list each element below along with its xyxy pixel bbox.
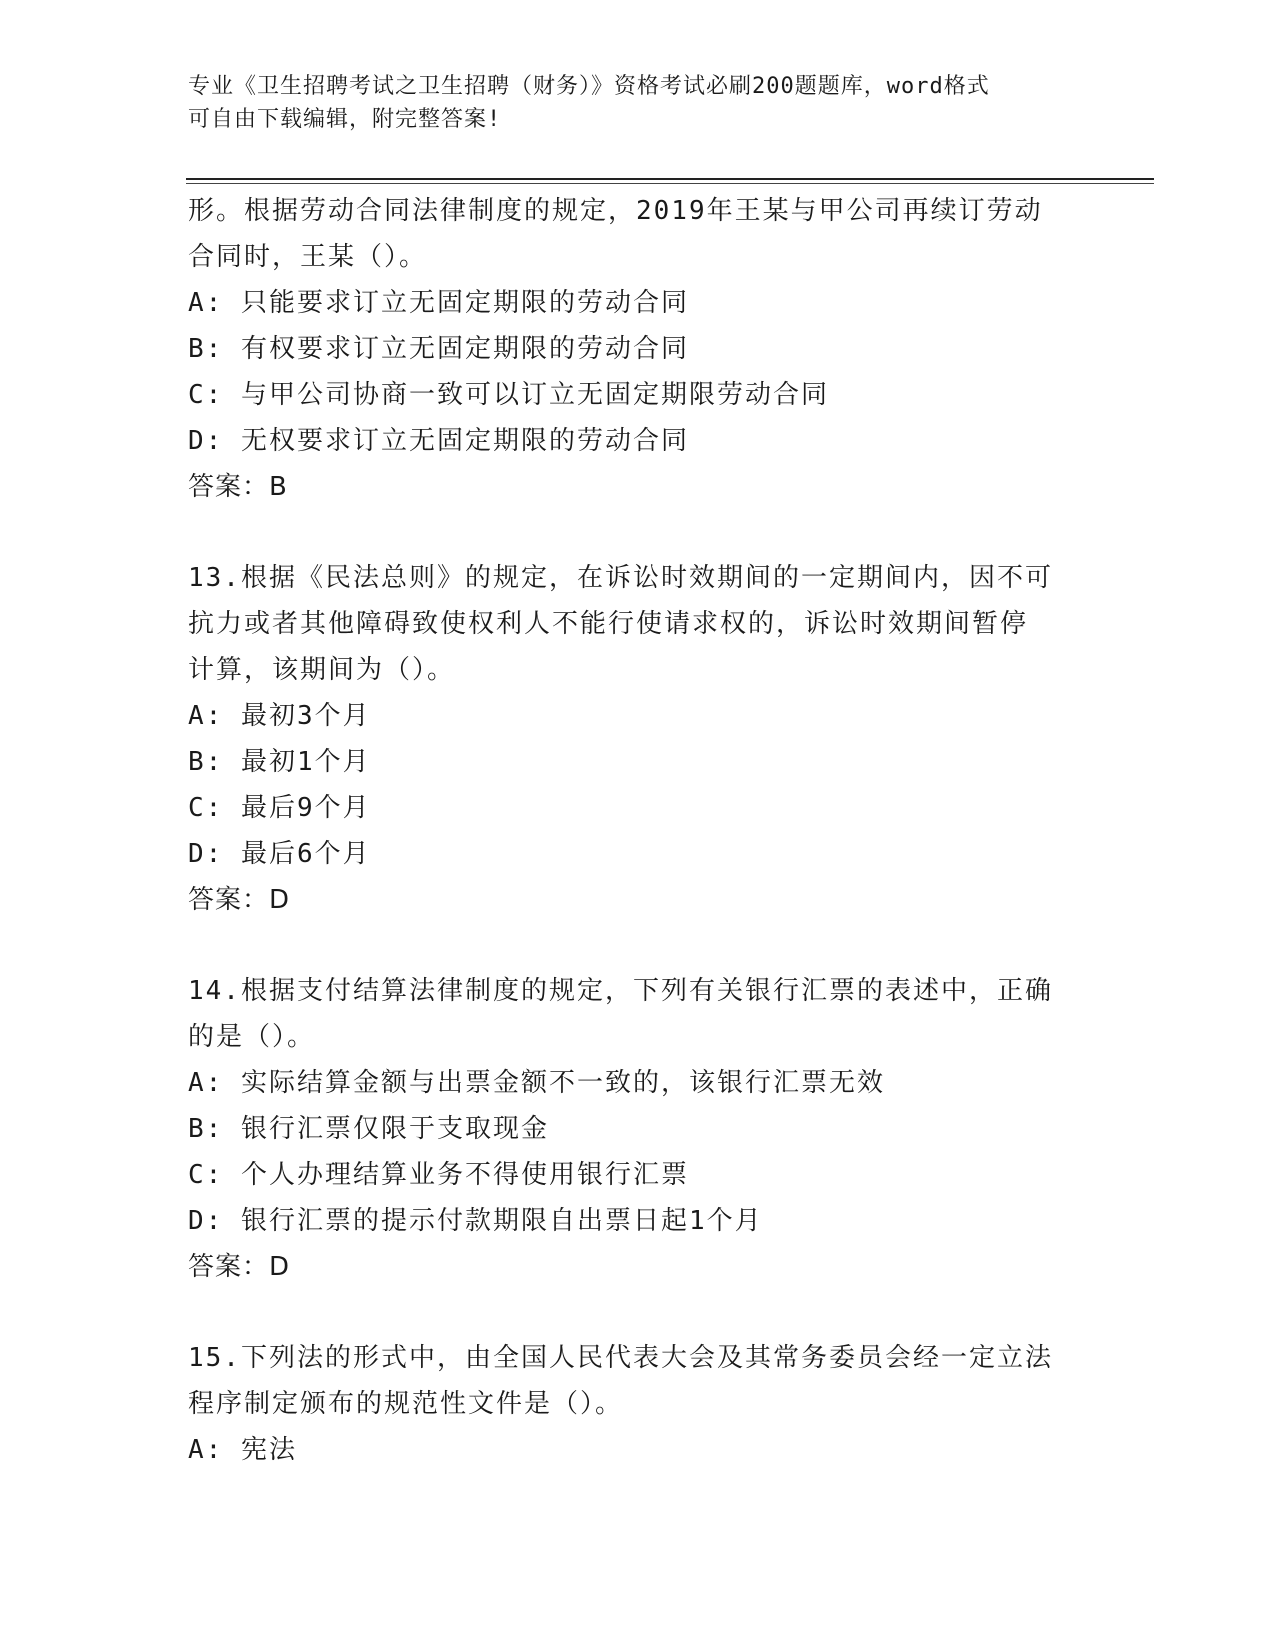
answer-line: 答案：B bbox=[188, 472, 288, 502]
question-stem-line: 合同时，王某（）。 bbox=[188, 242, 428, 272]
header-title-line-2: 可自由下载编辑，附完整答案! bbox=[188, 107, 502, 132]
question-stem-line: 14.根据支付结算法律制度的规定，下列有关银行汇票的表述中，正确 bbox=[188, 976, 1053, 1006]
option-a: A: 宪法 bbox=[188, 1435, 297, 1465]
question-stem-line: 程序制定颁布的规范性文件是（）。 bbox=[188, 1389, 624, 1419]
question-12 bbox=[188, 188, 1088, 510]
answer-line: 答案：D bbox=[188, 885, 291, 915]
question-stem-line: 形。根据劳动合同法律制度的规定，2019年王某与甲公司再续订劳动 bbox=[188, 196, 1043, 226]
header-title-line-1: 专业《卫生招聘考试之卫生招聘（财务）》资格考试必刷200题题库，word格式 bbox=[188, 74, 990, 99]
question-stem-line: 13.根据《民法总则》的规定，在诉讼时效期间的一定期间内，因不可 bbox=[188, 563, 1053, 593]
option-d: D: 无权要求订立无固定期限的劳动合同 bbox=[188, 426, 689, 456]
question-spacer bbox=[188, 1290, 1088, 1335]
option-b: B: 最初1个月 bbox=[188, 747, 371, 777]
option-a: A: 只能要求订立无固定期限的劳动合同 bbox=[188, 288, 689, 318]
option-b: B: 银行汇票仅限于支取现金 bbox=[188, 1114, 549, 1144]
option-c: C: 最后9个月 bbox=[188, 793, 371, 823]
question-stem-line: 的是（）。 bbox=[188, 1022, 316, 1052]
header-divider-thick bbox=[186, 178, 1154, 180]
question-spacer bbox=[188, 923, 1088, 968]
question-stem-line: 抗力或者其他障碍致使权利人不能行使请求权的，诉讼时效期间暂停 bbox=[188, 609, 1029, 639]
question-stem-line: 15.下列法的形式中，由全国人民代表大会及其常务委员会经一定立法 bbox=[188, 1343, 1053, 1373]
option-d: D: 最后6个月 bbox=[188, 839, 371, 869]
option-a: A: 实际结算金额与出票金额不一致的，该银行汇票无效 bbox=[188, 1068, 885, 1098]
document-header bbox=[188, 70, 1088, 136]
answer-line: 答案：D bbox=[188, 1252, 291, 1282]
question-15 bbox=[188, 1335, 1088, 1473]
option-a: A: 最初3个月 bbox=[188, 701, 371, 731]
question-stem-line: 计算，该期间为（）。 bbox=[188, 655, 456, 685]
option-c: C: 与甲公司协商一致可以订立无固定期限劳动合同 bbox=[188, 380, 829, 410]
question-14 bbox=[188, 968, 1088, 1290]
question-13 bbox=[188, 555, 1088, 923]
option-c: C: 个人办理结算业务不得使用银行汇票 bbox=[188, 1160, 689, 1190]
option-b: B: 有权要求订立无固定期限的劳动合同 bbox=[188, 334, 689, 364]
option-d: D: 银行汇票的提示付款期限自出票日起1个月 bbox=[188, 1206, 763, 1236]
header-divider-thin bbox=[186, 183, 1154, 184]
question-spacer bbox=[188, 510, 1088, 555]
question-list bbox=[188, 188, 1088, 1473]
